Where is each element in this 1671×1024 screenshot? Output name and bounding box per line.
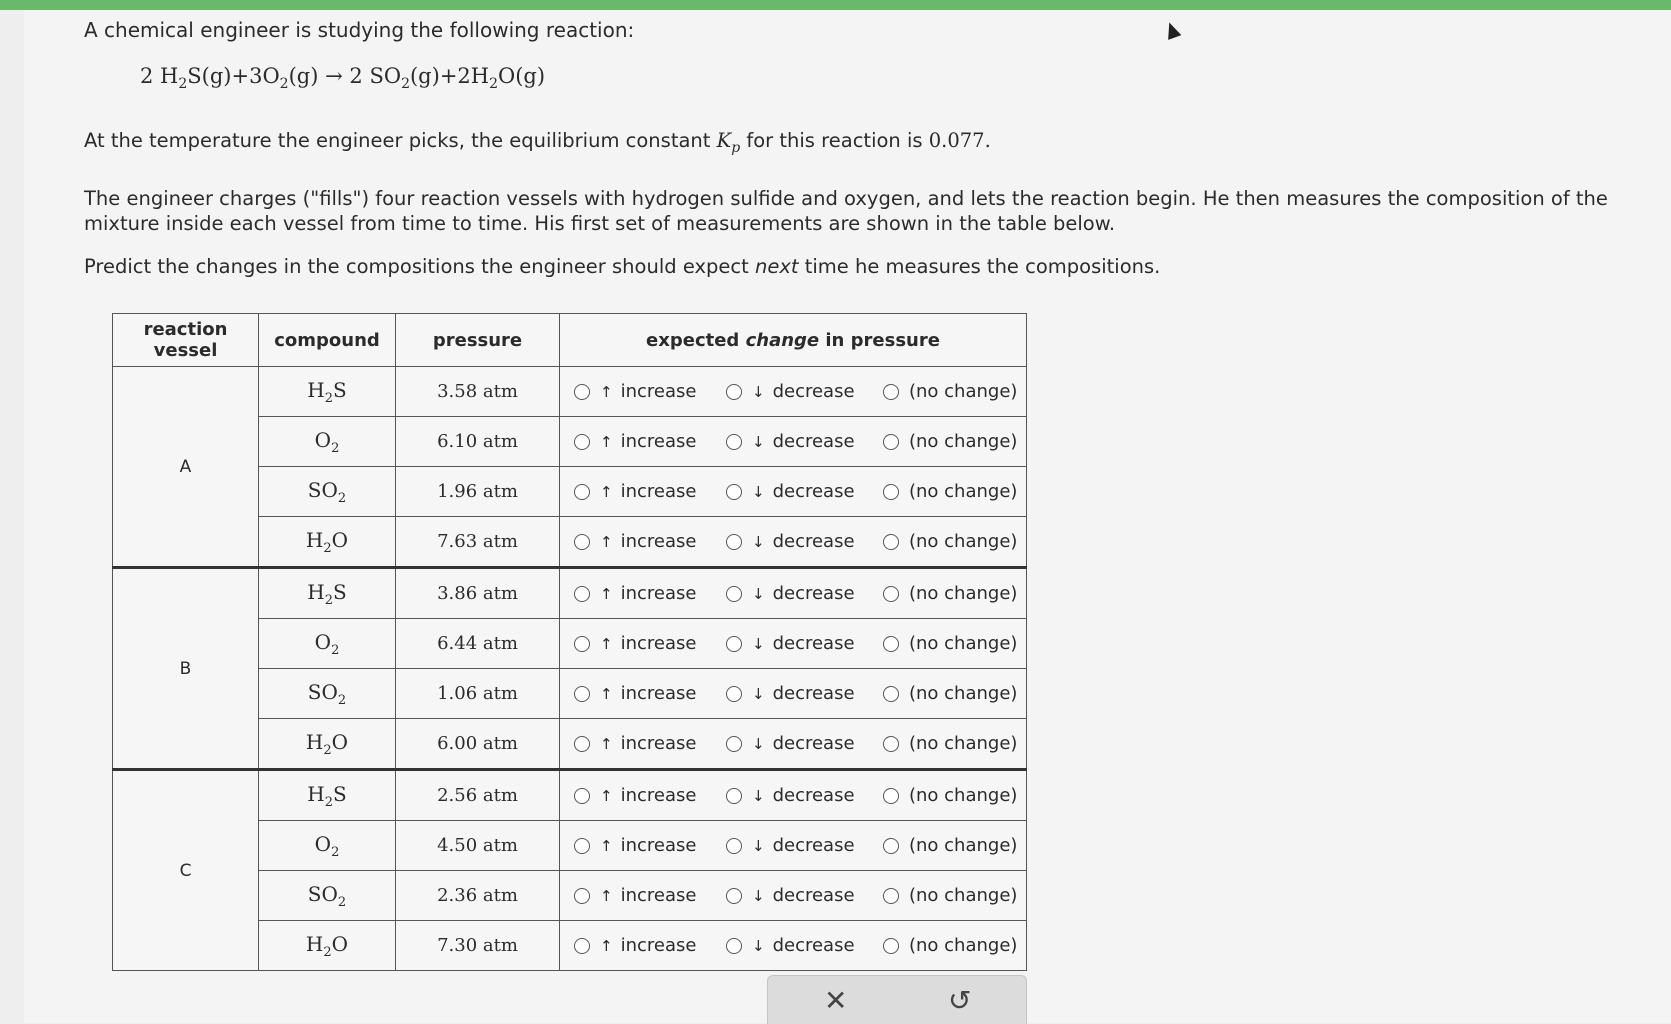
no-change-option[interactable]: (no change) xyxy=(883,835,1017,856)
compound-cell: $H_2O$ xyxy=(259,719,396,770)
setup-paragraph: The engineer charges ("fills") four reaction vessels with hydrogen sulfide and oxygen, and lets the reaction begin. He then measures the composition of the mixture inside each vessel from time to time. His first set of measurements are shown in the table below. xyxy=(84,187,1608,235)
radio-button[interactable] xyxy=(574,938,590,954)
radio-button[interactable] xyxy=(883,736,899,752)
radio-button[interactable] xyxy=(883,534,899,550)
down-arrow-icon: ↓ xyxy=(752,382,765,401)
expected-change-cell xyxy=(560,921,1027,971)
increase-option[interactable]: ↑ increase xyxy=(574,381,726,402)
vessel-label: A xyxy=(113,367,259,568)
down-arrow-icon: ↓ xyxy=(752,786,765,805)
increase-option[interactable]: ↑ increase xyxy=(574,531,726,552)
reaction-arrow-icon: → xyxy=(325,64,343,88)
radio-button[interactable] xyxy=(574,838,590,854)
up-arrow-icon: ↑ xyxy=(600,382,613,401)
no-change-option[interactable]: (no change) xyxy=(883,885,1017,906)
radio-button[interactable] xyxy=(883,838,899,854)
increase-option[interactable]: ↑ increase xyxy=(574,431,726,452)
down-arrow-icon: ↓ xyxy=(752,836,765,855)
compound-cell: $O_2$ xyxy=(259,417,396,467)
undo-button[interactable]: ↺ xyxy=(948,984,972,1017)
radio-button[interactable] xyxy=(726,736,742,752)
radio-button[interactable] xyxy=(574,888,590,904)
no-change-option[interactable]: (no change) xyxy=(883,531,1017,552)
compound-cell: $SO_2$ xyxy=(259,669,396,719)
pressure-cell: 4.50 atm xyxy=(396,821,560,871)
radio-button[interactable] xyxy=(574,788,590,804)
radio-button[interactable] xyxy=(883,434,899,450)
decrease-option[interactable]: ↓ decrease xyxy=(726,733,883,754)
vessel-label: B xyxy=(113,568,259,770)
increase-option[interactable]: ↑ increase xyxy=(574,683,726,704)
up-arrow-icon: ↑ xyxy=(600,886,613,905)
expected-change-cell xyxy=(560,367,1027,417)
kp-symbol: $K_p$ xyxy=(716,129,741,156)
decrease-option[interactable]: ↓ decrease xyxy=(726,683,883,704)
kp-value: 0.077. xyxy=(928,129,991,152)
up-arrow-icon: ↑ xyxy=(600,836,613,855)
decrease-option[interactable]: ↓ decrease xyxy=(726,835,883,856)
radio-button[interactable] xyxy=(726,686,742,702)
pressure-cell: 7.30 atm xyxy=(396,921,560,971)
pressure-cell: 6.44 atm xyxy=(396,619,560,669)
compound-cell: $H_2O$ xyxy=(259,517,396,568)
compound-cell: $H_2O$ xyxy=(259,921,396,971)
radio-button[interactable] xyxy=(726,788,742,804)
radio-button[interactable] xyxy=(726,888,742,904)
decrease-option[interactable]: ↓ decrease xyxy=(726,431,883,452)
down-arrow-icon: ↓ xyxy=(752,532,765,551)
up-arrow-icon: ↑ xyxy=(600,432,613,451)
increase-option[interactable]: ↑ increase xyxy=(574,935,726,956)
pressure-cell: 3.86 atm xyxy=(396,568,560,619)
expected-change-cell xyxy=(560,467,1027,517)
down-arrow-icon: ↓ xyxy=(752,584,765,603)
radio-button[interactable] xyxy=(726,838,742,854)
reaction-equation: 2 $H_2S(g)+3O_2(g) \to 2$ $SO_2(g)+2H_2O(g)$ xyxy=(140,64,546,93)
header-expected-change: expected change in pressure xyxy=(560,314,1027,367)
pressure-cell: 3.58 atm xyxy=(396,367,560,417)
no-change-option[interactable]: (no change) xyxy=(883,583,1017,604)
expected-change-cell xyxy=(560,619,1027,669)
clear-button[interactable]: ✕ xyxy=(824,984,848,1017)
radio-button[interactable] xyxy=(574,484,590,500)
no-change-option[interactable]: (no change) xyxy=(883,481,1017,502)
increase-option[interactable]: ↑ increase xyxy=(574,583,726,604)
radio-button[interactable] xyxy=(726,384,742,400)
up-arrow-icon: ↑ xyxy=(600,786,613,805)
down-arrow-icon: ↓ xyxy=(752,734,765,753)
header-compound: compound xyxy=(259,314,396,367)
up-arrow-icon: ↑ xyxy=(600,532,613,551)
composition-table xyxy=(112,313,1027,971)
increase-option[interactable]: ↑ increase xyxy=(574,835,726,856)
no-change-option[interactable]: (no change) xyxy=(883,381,1017,402)
radio-button[interactable] xyxy=(883,636,899,652)
radio-button[interactable] xyxy=(883,888,899,904)
expected-change-cell xyxy=(560,417,1027,467)
decrease-option[interactable]: ↓ decrease xyxy=(726,785,883,806)
radio-button[interactable] xyxy=(574,736,590,752)
radio-button[interactable] xyxy=(883,686,899,702)
decrease-option[interactable]: ↓ decrease xyxy=(726,381,883,402)
increase-option[interactable]: ↑ increase xyxy=(574,885,726,906)
radio-button[interactable] xyxy=(883,938,899,954)
up-arrow-icon: ↑ xyxy=(600,584,613,603)
no-change-option[interactable]: (no change) xyxy=(883,431,1017,452)
up-arrow-icon: ↑ xyxy=(600,936,613,955)
down-arrow-icon: ↓ xyxy=(752,634,765,653)
radio-button[interactable] xyxy=(726,586,742,602)
radio-button[interactable] xyxy=(574,636,590,652)
radio-button[interactable] xyxy=(574,434,590,450)
down-arrow-icon: ↓ xyxy=(752,684,765,703)
expected-change-cell xyxy=(560,669,1027,719)
kp-statement: At the temperature the engineer picks, the equilibrium constant $K_p$ for this reaction is 0.077. xyxy=(84,129,991,156)
pressure-cell: 6.00 atm xyxy=(396,719,560,770)
radio-button[interactable] xyxy=(726,534,742,550)
radio-button[interactable] xyxy=(574,534,590,550)
pressure-cell: 2.56 atm xyxy=(396,770,560,821)
radio-button[interactable] xyxy=(883,384,899,400)
radio-button[interactable] xyxy=(726,636,742,652)
expected-change-cell xyxy=(560,871,1027,921)
down-arrow-icon: ↓ xyxy=(752,936,765,955)
up-arrow-icon: ↑ xyxy=(600,734,613,753)
table-row xyxy=(113,770,1027,821)
radio-button[interactable] xyxy=(574,586,590,602)
radio-button[interactable] xyxy=(574,384,590,400)
vessel-label: C xyxy=(113,770,259,971)
compound-cell: $H_2S$ xyxy=(259,770,396,821)
header-reaction-vessel: reaction vessel xyxy=(113,314,259,367)
radio-button[interactable] xyxy=(726,938,742,954)
instruction-paragraph: Predict the changes in the compositions the engineer should expect next time he measures the compositions. xyxy=(84,255,1161,278)
decrease-option[interactable]: ↓ decrease xyxy=(726,583,883,604)
radio-button[interactable] xyxy=(883,788,899,804)
compound-cell: $SO_2$ xyxy=(259,871,396,921)
action-toolbar xyxy=(767,975,1027,1024)
increase-option[interactable]: ↑ increase xyxy=(574,733,726,754)
up-arrow-icon: ↑ xyxy=(600,634,613,653)
increase-option[interactable]: ↑ increase xyxy=(574,785,726,806)
decrease-option[interactable]: ↓ decrease xyxy=(726,935,883,956)
no-change-option[interactable]: (no change) xyxy=(883,633,1017,654)
expected-change-cell xyxy=(560,719,1027,770)
decrease-option[interactable]: ↓ decrease xyxy=(726,633,883,654)
pressure-cell: 7.63 atm xyxy=(396,517,560,568)
top-accent-bar xyxy=(0,0,1671,10)
expected-change-cell xyxy=(560,821,1027,871)
no-change-option[interactable]: (no change) xyxy=(883,683,1017,704)
increase-option[interactable]: ↑ increase xyxy=(574,481,726,502)
compound-cell: $H_2S$ xyxy=(259,367,396,417)
down-arrow-icon: ↓ xyxy=(752,432,765,451)
expected-change-cell xyxy=(560,770,1027,821)
no-change-option[interactable]: (no change) xyxy=(883,733,1017,754)
decrease-option[interactable]: ↓ decrease xyxy=(726,481,883,502)
radio-button[interactable] xyxy=(726,434,742,450)
compound-cell: $H_2S$ xyxy=(259,568,396,619)
radio-button[interactable] xyxy=(883,484,899,500)
no-change-option[interactable]: (no change) xyxy=(883,935,1017,956)
compound-cell: $O_2$ xyxy=(259,821,396,871)
no-change-option[interactable]: (no change) xyxy=(883,785,1017,806)
table-row xyxy=(113,568,1027,619)
increase-option[interactable]: ↑ increase xyxy=(574,633,726,654)
pressure-cell: 2.36 atm xyxy=(396,871,560,921)
down-arrow-icon: ↓ xyxy=(752,886,765,905)
radio-button[interactable] xyxy=(574,686,590,702)
radio-button[interactable] xyxy=(726,484,742,500)
table-row xyxy=(113,367,1027,417)
decrease-option[interactable]: ↓ decrease xyxy=(726,885,883,906)
expected-change-cell xyxy=(560,568,1027,619)
pressure-cell: 6.10 atm xyxy=(396,417,560,467)
up-arrow-icon: ↑ xyxy=(600,684,613,703)
down-arrow-icon: ↓ xyxy=(752,482,765,501)
radio-button[interactable] xyxy=(883,586,899,602)
up-arrow-icon: ↑ xyxy=(600,482,613,501)
intro-text: A chemical engineer is studying the following reaction: xyxy=(84,18,635,42)
header-pressure: pressure xyxy=(396,314,560,367)
pressure-cell: 1.96 atm xyxy=(396,467,560,517)
decrease-option[interactable]: ↓ decrease xyxy=(726,531,883,552)
expected-change-cell xyxy=(560,517,1027,568)
compound-cell: $O_2$ xyxy=(259,619,396,669)
compound-cell: $SO_2$ xyxy=(259,467,396,517)
pressure-cell: 1.06 atm xyxy=(396,669,560,719)
